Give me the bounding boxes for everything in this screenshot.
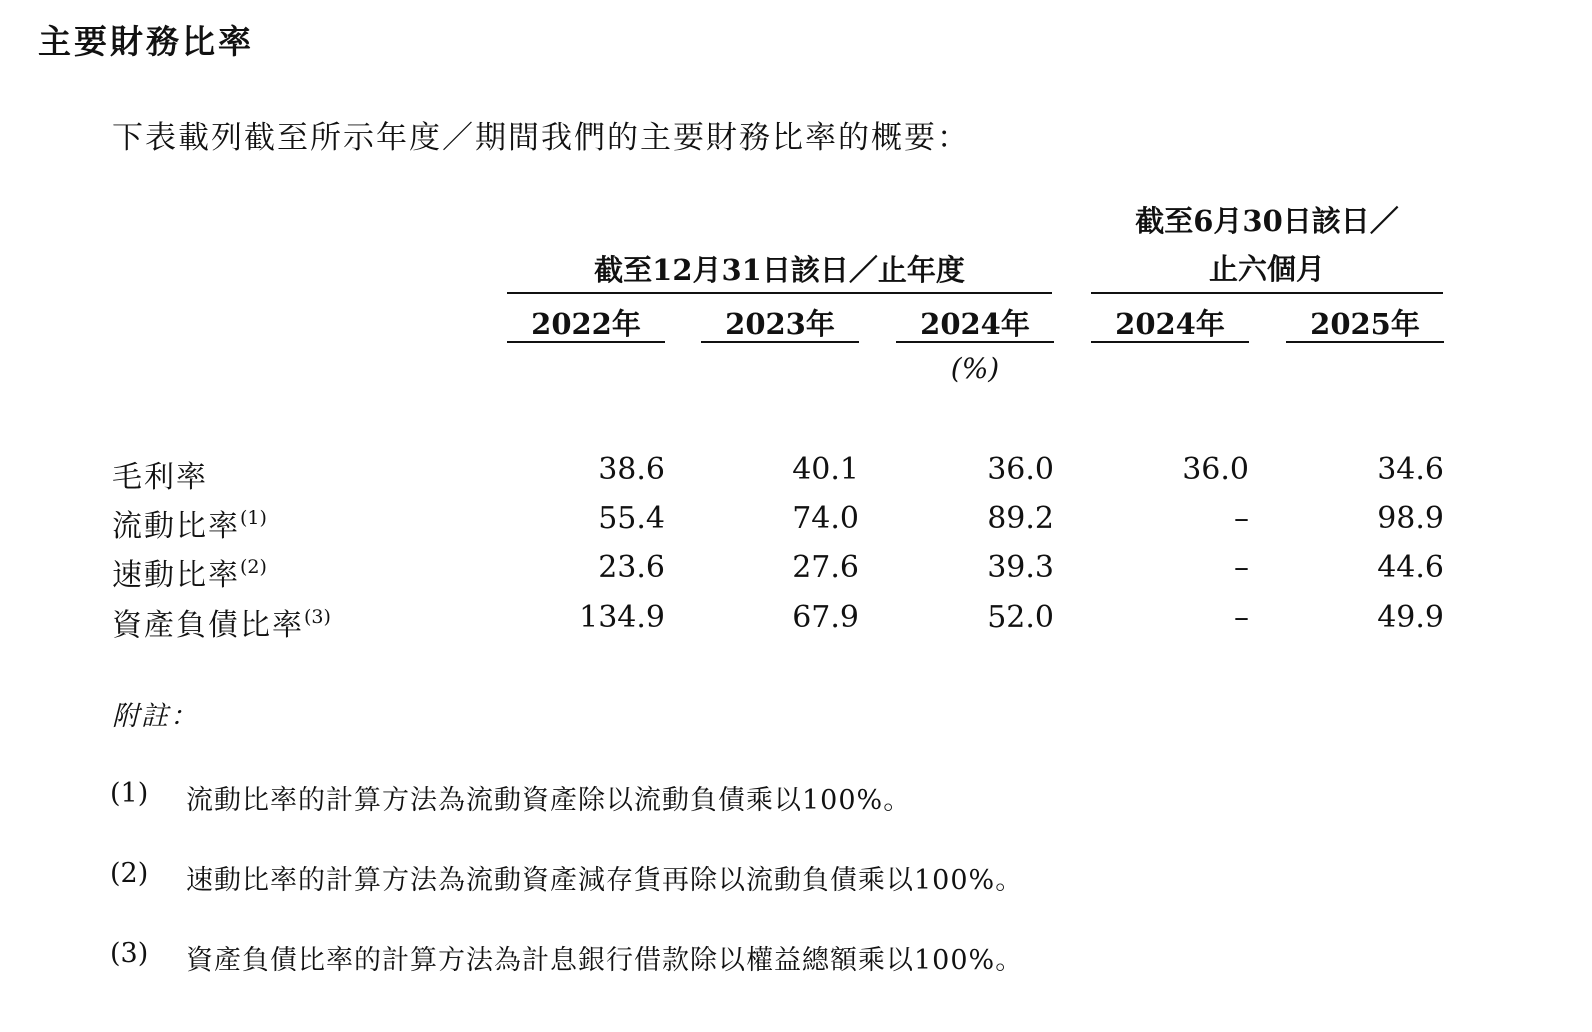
- row-label-text: 毛利率: [112, 460, 208, 495]
- row-label-text: 資產負債比率: [112, 608, 304, 643]
- note-number: (1): [110, 778, 149, 809]
- header-group-six-months-line1: 截至6月30日該日／: [1135, 204, 1399, 238]
- header-group-rule: [1091, 292, 1443, 294]
- table-cell: 74.0: [792, 501, 859, 536]
- table-cell: 89.2: [987, 501, 1054, 536]
- column-header-year: 2022年: [531, 307, 641, 341]
- column-header-rule: [701, 341, 859, 343]
- row-label-text: 流動比率: [112, 509, 240, 544]
- table-cell: 44.6: [1377, 550, 1444, 585]
- column-header-rule: [896, 341, 1054, 343]
- table-cell: 34.6: [1377, 452, 1444, 487]
- table-cell: 36.0: [987, 452, 1054, 487]
- column-header-year: 2023年: [725, 307, 835, 341]
- footnote-marker: (3): [304, 606, 331, 628]
- unit-label: (%): [950, 352, 1000, 385]
- column-header-year: 2024年: [920, 307, 1030, 341]
- table-cell: –: [1234, 600, 1249, 635]
- row-label-text: 速動比率: [112, 558, 240, 593]
- column-header-rule: [507, 341, 665, 343]
- table-cell: 98.9: [1377, 501, 1444, 536]
- table-cell: 27.6: [792, 550, 859, 585]
- note-text: 速動比率的計算方法為流動資產減存貨再除以流動負債乘以100%。: [186, 865, 1024, 896]
- table-cell: 40.1: [792, 452, 859, 487]
- note-number: (3): [110, 938, 149, 969]
- intro-text: 下表載列截至所示年度／期間我們的主要財務比率的概要：: [112, 120, 970, 156]
- column-header-year: 2024年: [1115, 307, 1225, 341]
- row-label-gearing-ratio: [112, 600, 331, 644]
- table-cell: 38.6: [598, 452, 665, 487]
- note-text: 流動比率的計算方法為流動資產除以流動負債乘以100%。: [186, 785, 912, 816]
- header-group-full-year: 截至12月31日該日／止年度: [594, 253, 965, 287]
- table-cell: 39.3: [987, 550, 1054, 585]
- footnote-marker: (2): [240, 556, 267, 578]
- table-cell: 134.9: [579, 600, 665, 635]
- column-header-rule: [1091, 341, 1249, 343]
- table-cell: –: [1234, 501, 1249, 536]
- row-label-gross-margin: [112, 452, 208, 496]
- table-cell: –: [1234, 550, 1249, 585]
- row-label-quick-ratio: [112, 550, 267, 594]
- notes-label: 附註：: [112, 701, 199, 732]
- note-text: 資產負債比率的計算方法為計息銀行借款除以權益總額乘以100%。: [186, 945, 1024, 976]
- table-cell: 23.6: [598, 550, 665, 585]
- table-cell: 55.4: [598, 501, 665, 536]
- column-header-rule: [1286, 341, 1444, 343]
- header-group-six-months-line2: 止六個月: [1208, 252, 1325, 286]
- table-cell: 52.0: [987, 600, 1054, 635]
- table-cell: 36.0: [1182, 452, 1249, 487]
- row-label-current-ratio: [112, 501, 267, 545]
- column-header-year: 2025年: [1310, 307, 1420, 341]
- header-group-six-months: [1091, 197, 1443, 293]
- header-group-rule: [507, 292, 1052, 294]
- footnote-marker: (1): [240, 507, 267, 529]
- table-cell: 67.9: [792, 600, 859, 635]
- section-heading: 主要財務比率: [38, 22, 254, 61]
- table-cell: 49.9: [1377, 600, 1444, 635]
- note-number: (2): [110, 858, 149, 889]
